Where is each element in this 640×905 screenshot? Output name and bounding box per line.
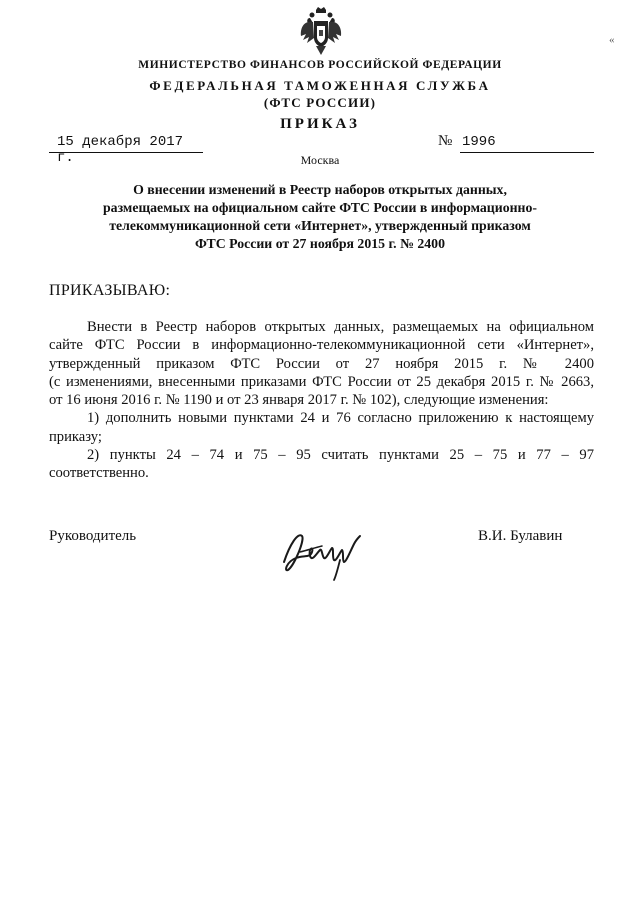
order-number: 1996 — [462, 134, 496, 150]
document-type: ПРИКАЗ — [280, 116, 360, 132]
body-line: (с изменениями, внесенными приказами ФТС России от 25 декабря 2015 г. № 2663, — [49, 373, 594, 390]
title-line: О внесении изменений в Реестр наборов открытых данных, — [133, 182, 507, 197]
number-sign: № — [438, 133, 453, 149]
order-date-field — [49, 134, 203, 166]
order-date: 15 декабря 2017 г. — [57, 134, 184, 166]
document-title — [70, 181, 570, 253]
title-line: ФТС России от 27 ноября 2015 г. № 2400 — [195, 236, 445, 251]
signer-name: В.И. Булавин — [478, 528, 563, 544]
city: Москва — [300, 153, 340, 167]
body-line: от 16 июня 2016 г. № 1190 и от 23 января 2017 г. № 102), следующие изменения: — [49, 392, 549, 409]
order-number-field — [460, 134, 594, 153]
body-line: 1) дополнить новыми пунктами 24 и 76 согласно приложению к настоящему — [87, 410, 594, 427]
body-line: утвержденный приказом ФТС России от 27 ноября 2015 г. № 2400 — [49, 355, 594, 372]
title-line: размещаемых на официальном сайте ФТС России в информационно- — [103, 200, 537, 215]
body-line: сайте ФТС России в информационно-телекоммуникационной сети «Интернет», — [49, 337, 594, 354]
signer-role: Руководитель — [49, 528, 137, 544]
handwritten-signature — [276, 522, 376, 584]
title-line: телекоммуникационной сети «Интернет», утвержденный приказом — [109, 218, 531, 233]
document-body — [49, 318, 594, 483]
orders-word: ПРИКАЗЫВАЮ: — [49, 282, 171, 299]
body-line: Внести в Реестр наборов открытых данных, размещаемых на официальном — [87, 319, 594, 335]
corner-mark: « — [609, 34, 615, 46]
service-abbreviation: (ФТС РОССИИ) — [263, 95, 377, 110]
service-name: ФЕДЕРАЛЬНАЯ ТАМОЖЕННАЯ СЛУЖБА — [149, 78, 491, 93]
ministry-name: МИНИСТЕРСТВО ФИНАНСОВ РОССИЙСКОЙ ФЕДЕРАЦИИ — [138, 59, 502, 71]
body-line: приказу; — [49, 428, 102, 445]
body-line: 2) пункты 24 – 74 и 75 – 95 считать пунктами 25 – 75 и 77 – 97 — [87, 447, 594, 464]
body-line: соответственно. — [49, 465, 149, 482]
coat-of-arms-icon — [298, 6, 344, 56]
